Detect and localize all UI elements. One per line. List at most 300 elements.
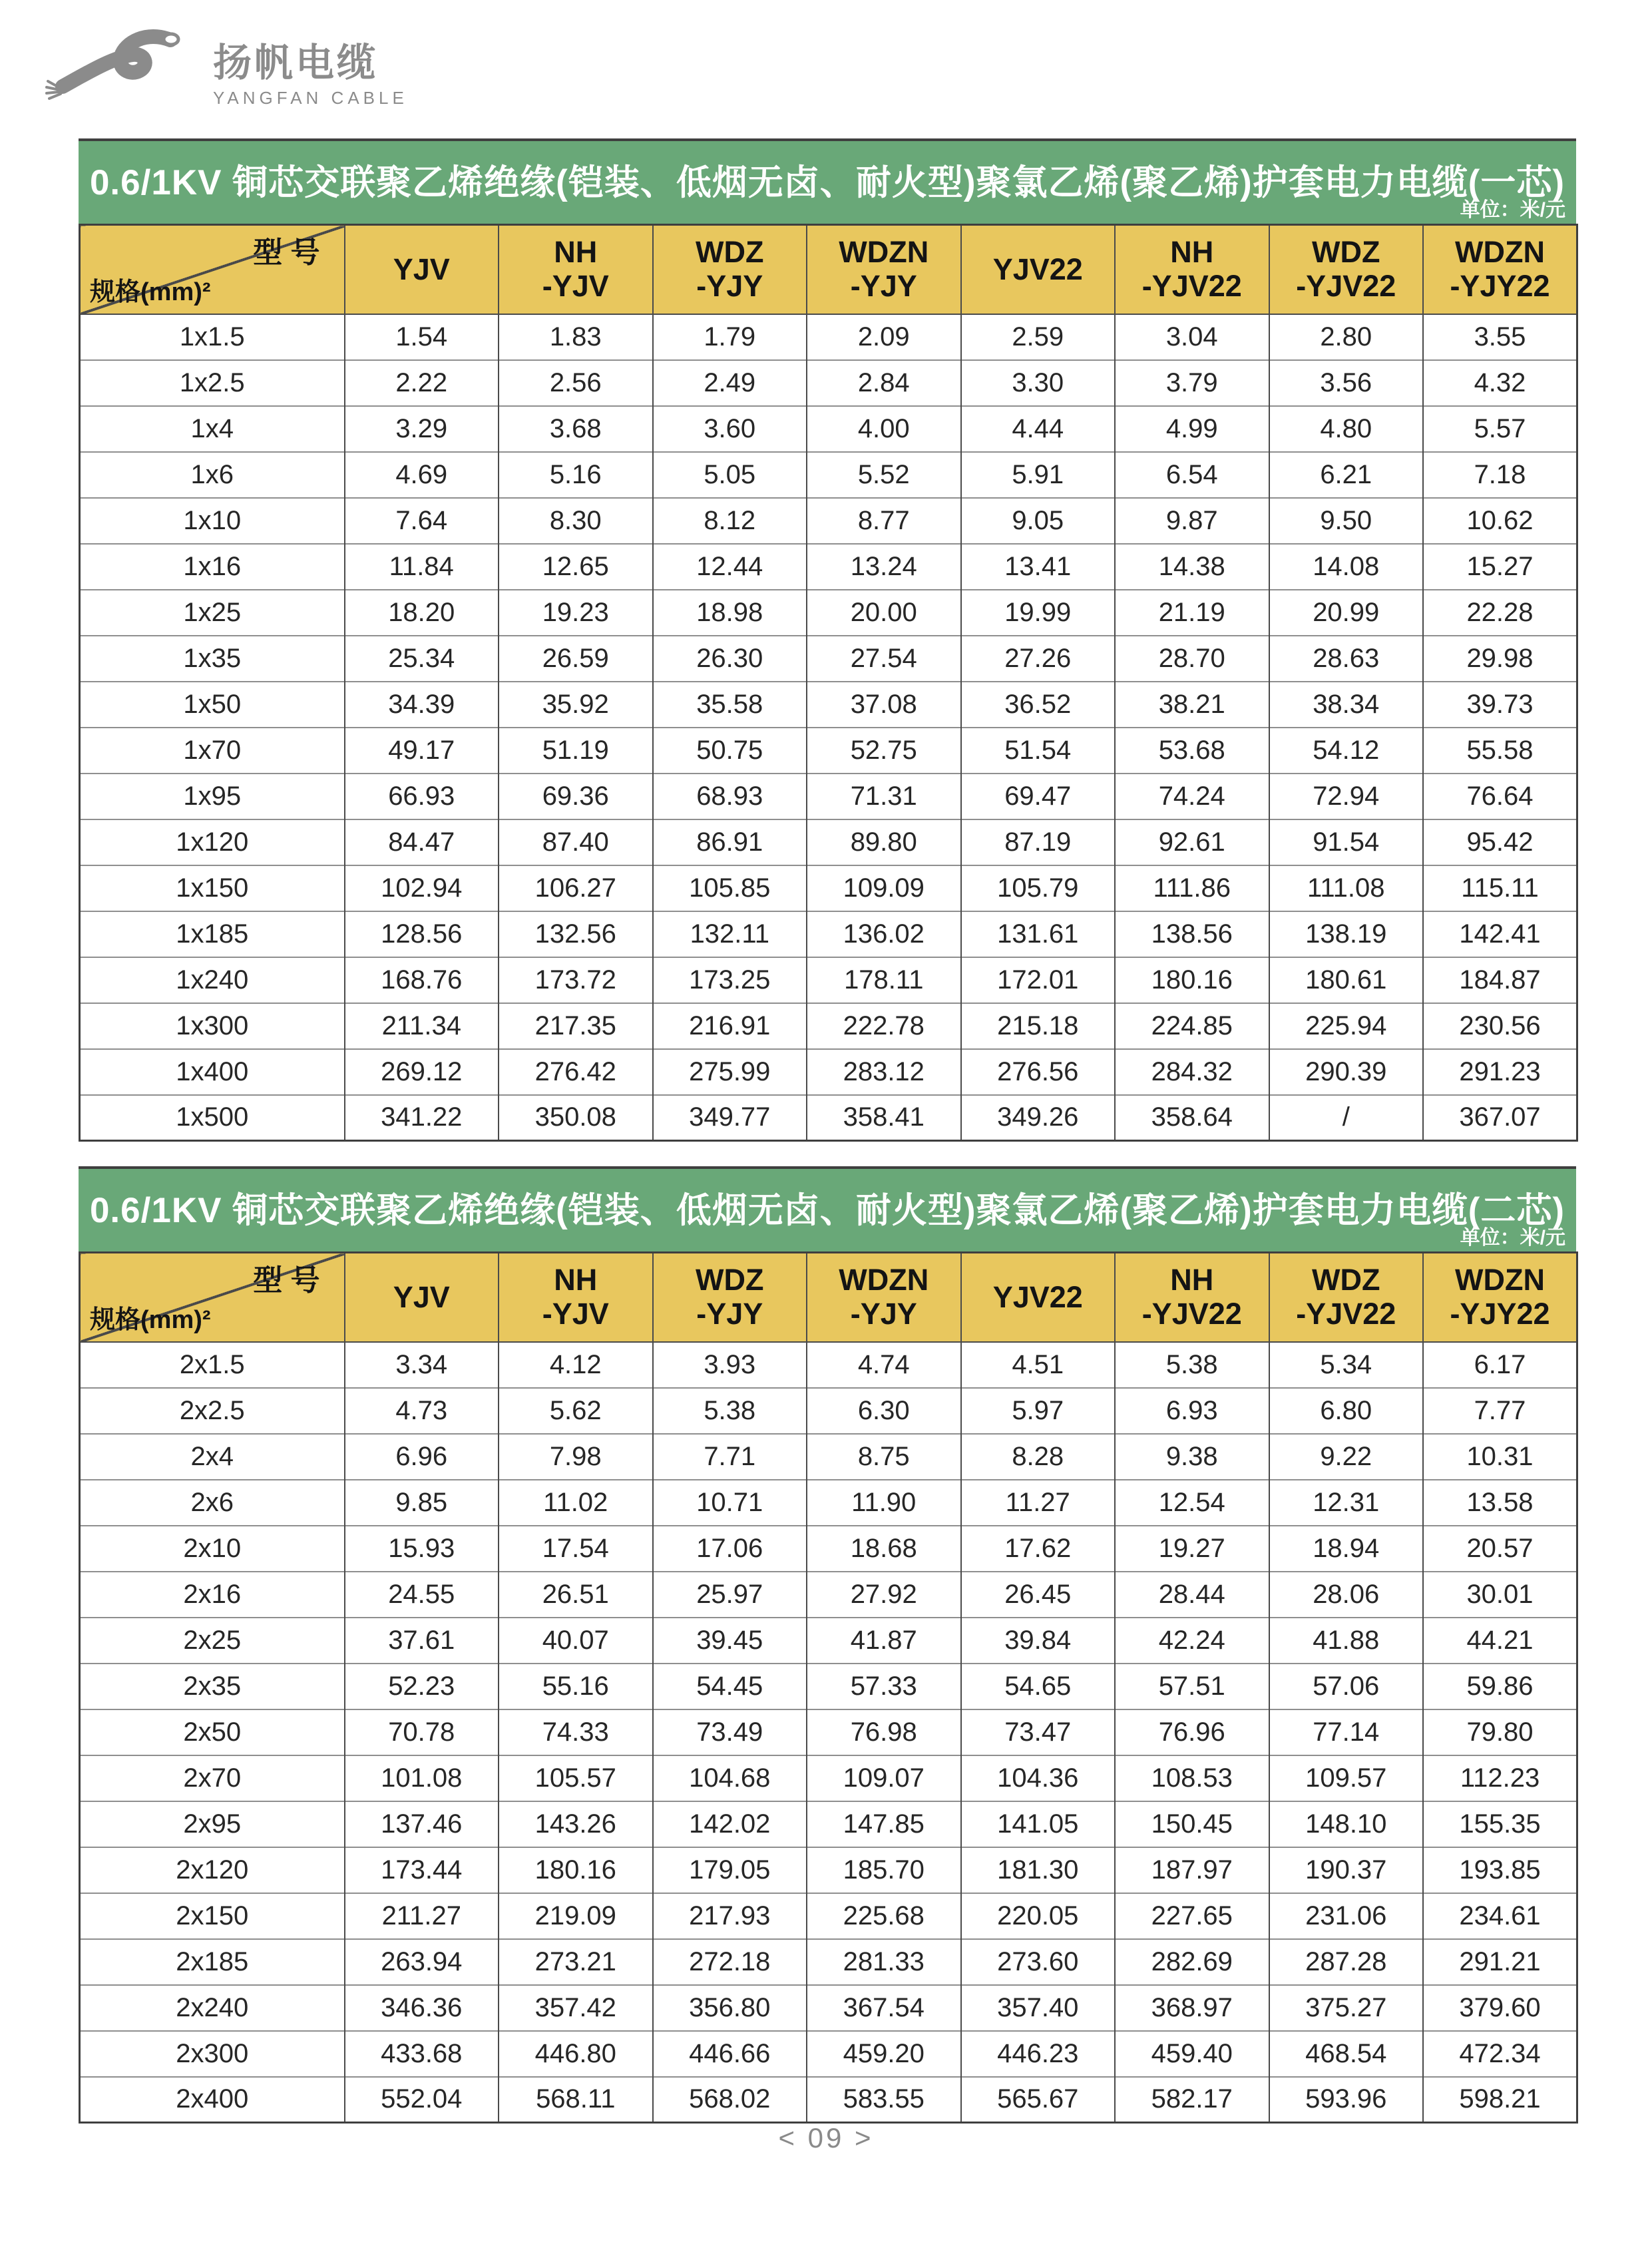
col-header-wdz-yjv22: WDZ -YJV22 [1269,1253,1424,1342]
price-cell: 104.36 [961,1755,1116,1801]
price-cell: 86.91 [653,819,807,865]
price-cell: 18.20 [345,590,499,636]
price-cell: 3.55 [1423,314,1577,360]
price-cell: 132.11 [653,911,807,957]
price-cell: 356.80 [653,1985,807,2031]
type-label: 型 号 [253,1264,320,1297]
spec-cell: 1x16 [80,544,345,590]
price-cell: 50.75 [653,728,807,774]
price-cell: 29.98 [1423,636,1577,682]
price-cell: 35.92 [499,682,653,728]
price-cell: 217.35 [499,1003,653,1049]
table-row [80,1049,1577,1095]
price-cell: 4.80 [1269,406,1424,452]
price-cell: 211.27 [345,1893,499,1939]
logo-name-cn: 扬帆电缆 [213,41,379,85]
price-cell: 3.29 [345,406,499,452]
price-cell: 287.28 [1269,1939,1424,1985]
price-cell: 3.79 [1115,360,1269,406]
spec-cell: 2x95 [80,1801,345,1847]
price-cell: 341.22 [345,1095,499,1141]
price-cell: 69.36 [499,774,653,819]
table-row [80,1755,1577,1801]
col-header-yjv: YJV [345,1253,499,1342]
price-cell: 11.27 [961,1480,1116,1526]
price-cell: 272.18 [653,1939,807,1985]
table-title: 0.6/1KV 铜芯交联聚乙烯绝缘(铠装、低烟无卤、耐火型)聚氯乙烯(聚乙烯)护套电力电缆(一芯) [89,163,1565,202]
price-cell: 53.68 [1115,728,1269,774]
price-cell: 21.19 [1115,590,1269,636]
price-cell: 76.98 [807,1709,961,1755]
price-cell: 211.34 [345,1003,499,1049]
price-cell: 142.02 [653,1801,807,1847]
price-cell: 109.07 [807,1755,961,1801]
price-cell: 3.68 [499,406,653,452]
price-cell: 231.06 [1269,1893,1424,1939]
price-cell: 2.84 [807,360,961,406]
table-row [80,544,1577,590]
price-cell: 4.99 [1115,406,1269,452]
price-cell: 10.62 [1423,498,1577,544]
price-cell: 190.37 [1269,1847,1424,1893]
price-cell: 8.30 [499,498,653,544]
type-label: 型 号 [253,236,320,269]
price-cell: 178.11 [807,957,961,1003]
price-cell: 225.68 [807,1893,961,1939]
price-cell: 8.12 [653,498,807,544]
price-cell: 5.57 [1423,406,1577,452]
price-cell: 137.46 [345,1801,499,1847]
price-cell: 105.79 [961,865,1116,911]
spec-cell: 1x25 [80,590,345,636]
spec-cell: 1x185 [80,911,345,957]
price-cell: 180.61 [1269,957,1424,1003]
price-cell: 349.77 [653,1095,807,1141]
spec-cell: 1x95 [80,774,345,819]
price-cell: 224.85 [1115,1003,1269,1049]
price-cell: 269.12 [345,1049,499,1095]
price-cell: 111.86 [1115,865,1269,911]
price-cell: 234.61 [1423,1893,1577,1939]
price-cell: 1.79 [653,314,807,360]
price-cell: 138.19 [1269,911,1424,957]
price-cell: 109.57 [1269,1755,1424,1801]
spec-cell: 1x2.5 [80,360,345,406]
spec-cell: 2x6 [80,1480,345,1526]
table-row [80,498,1577,544]
table-row [80,911,1577,957]
price-cell: 1.83 [499,314,653,360]
price-cell: 4.51 [961,1342,1116,1388]
price-cell: 155.35 [1423,1801,1577,1847]
price-cell: 368.97 [1115,1985,1269,2031]
price-cell: 20.57 [1423,1526,1577,1572]
price-cell: 9.85 [345,1480,499,1526]
price-cell: 2.80 [1269,314,1424,360]
price-cell: 54.45 [653,1664,807,1709]
price-cell: 291.23 [1423,1049,1577,1095]
price-cell: 136.02 [807,911,961,957]
price-cell: 2.09 [807,314,961,360]
price-cell: 66.93 [345,774,499,819]
price-cell: 20.00 [807,590,961,636]
price-cell: 89.80 [807,819,961,865]
spec-cell: 2x300 [80,2031,345,2077]
price-cell: 38.34 [1269,682,1424,728]
price-cell: 5.52 [807,452,961,498]
price-cell: 552.04 [345,2077,499,2123]
price-cell: 73.49 [653,1709,807,1755]
cable-logo-icon [40,25,200,111]
price-cell: 284.32 [1115,1049,1269,1095]
price-cell: 39.84 [961,1618,1116,1664]
price-cell: 111.08 [1269,865,1424,911]
price-cell: 3.34 [345,1342,499,1388]
table-row [80,774,1577,819]
price-cell: 3.60 [653,406,807,452]
price-cell: 128.56 [345,911,499,957]
price-cell: 10.31 [1423,1434,1577,1480]
spec-cell: 1x6 [80,452,345,498]
price-cell: 446.66 [653,2031,807,2077]
price-cell: 38.21 [1115,682,1269,728]
unit-label: 单位：米/元 [1460,1227,1565,1249]
spec-cell: 2x25 [80,1618,345,1664]
price-cell: 367.07 [1423,1095,1577,1141]
price-cell: 27.92 [807,1572,961,1618]
price-cell: 41.88 [1269,1618,1424,1664]
price-cell: 39.45 [653,1618,807,1664]
price-cell: 6.93 [1115,1388,1269,1434]
price-cell: 9.05 [961,498,1116,544]
price-cell: 9.22 [1269,1434,1424,1480]
price-cell: 142.41 [1423,911,1577,957]
col-header-nh-yjv: NH -YJV [499,225,653,314]
price-cell: 102.94 [345,865,499,911]
price-cell: 5.34 [1269,1342,1424,1388]
price-cell: 25.97 [653,1572,807,1618]
price-cell: 73.47 [961,1709,1116,1755]
price-cell: 17.62 [961,1526,1116,1572]
price-cell: 358.41 [807,1095,961,1141]
col-header-wdzn-yjy22: WDZN -YJY22 [1423,225,1577,314]
price-cell: 276.56 [961,1049,1116,1095]
price-cell: 4.44 [961,406,1116,452]
corner-header-cell [80,225,345,314]
price-cell: 216.91 [653,1003,807,1049]
price-cell: 6.30 [807,1388,961,1434]
spec-cell: 2x16 [80,1572,345,1618]
price-cell: 104.68 [653,1755,807,1801]
price-cell: 446.80 [499,2031,653,2077]
spec-cell: 2x400 [80,2077,345,2123]
spec-cell: 2x150 [80,1893,345,1939]
spec-cell: 1x300 [80,1003,345,1049]
col-header-yjv: YJV [345,225,499,314]
table-row [80,865,1577,911]
price-cell: 132.56 [499,911,653,957]
header-row [80,225,1577,314]
price-cell: 598.21 [1423,2077,1577,2123]
price-cell: 12.65 [499,544,653,590]
spec-cell: 1x500 [80,1095,345,1141]
price-cell: 49.17 [345,728,499,774]
price-cell: 55.16 [499,1664,653,1709]
price-cell: 273.60 [961,1939,1116,1985]
col-header-nh-yjv22: NH -YJV22 [1115,1253,1269,1342]
price-cell: 8.28 [961,1434,1116,1480]
price-cell: 105.57 [499,1755,653,1801]
price-cell: 9.50 [1269,498,1424,544]
table-row [80,1095,1577,1141]
price-cell: 281.33 [807,1939,961,1985]
header-row [80,1253,1577,1342]
spec-cell: 1x4 [80,406,345,452]
price-cell: 367.54 [807,1985,961,2031]
page-number: < 09 > [778,2122,874,2153]
price-cell: 180.16 [1115,957,1269,1003]
price-cell: 2.49 [653,360,807,406]
spec-label: 规格(mm)² [90,1305,211,1334]
spec-cell: 2x50 [80,1709,345,1755]
logo-name-en: YANGFAN CABLE [213,88,408,108]
price-cell: 568.11 [499,2077,653,2123]
price-cell: 6.96 [345,1434,499,1480]
price-cell: 15.93 [345,1526,499,1572]
price-table-two-core [79,1251,1578,2124]
price-cell: 27.26 [961,636,1116,682]
price-cell: 181.30 [961,1847,1116,1893]
spec-cell: 1x50 [80,682,345,728]
price-cell: 6.54 [1115,452,1269,498]
price-cell: 27.54 [807,636,961,682]
table-row [80,406,1577,452]
price-cell: 72.94 [1269,774,1424,819]
price-cell: 54.65 [961,1664,1116,1709]
spec-cell: 1x240 [80,957,345,1003]
price-cell: 20.99 [1269,590,1424,636]
col-header-wdzn-yjy: WDZN -YJY [807,1253,961,1342]
table-row [80,1618,1577,1664]
spec-label: 规格(mm)² [90,278,211,306]
price-cell: 26.51 [499,1572,653,1618]
price-cell: 3.93 [653,1342,807,1388]
price-cell: 150.45 [1115,1801,1269,1847]
price-cell: 52.75 [807,728,961,774]
price-cell: 173.44 [345,1847,499,1893]
table-row [80,1434,1577,1480]
table-title-bar [79,138,1576,224]
price-cell: 6.21 [1269,452,1424,498]
price-cell: 74.24 [1115,774,1269,819]
spec-cell: 1x150 [80,865,345,911]
unit-label: 单位：米/元 [1460,199,1565,221]
price-cell: 180.16 [499,1847,653,1893]
spec-cell: 2x35 [80,1664,345,1709]
price-cell: 275.99 [653,1049,807,1095]
price-cell: 28.70 [1115,636,1269,682]
price-cell: 582.17 [1115,2077,1269,2123]
price-cell: 357.42 [499,1985,653,2031]
price-cell: 5.38 [1115,1342,1269,1388]
spec-cell: 1x1.5 [80,314,345,360]
price-cell: 222.78 [807,1003,961,1049]
price-cell: 179.05 [653,1847,807,1893]
price-cell: 37.61 [345,1618,499,1664]
price-cell: 14.38 [1115,544,1269,590]
price-cell: 7.98 [499,1434,653,1480]
price-cell: 57.06 [1269,1664,1424,1709]
price-cell: 19.23 [499,590,653,636]
price-cell: 18.98 [653,590,807,636]
price-cell: 39.73 [1423,682,1577,728]
price-cell: 44.21 [1423,1618,1577,1664]
price-cell: 8.77 [807,498,961,544]
price-cell: 70.78 [345,1709,499,1755]
col-header-wdz-yjy: WDZ -YJY [653,1253,807,1342]
price-cell: 349.26 [961,1095,1116,1141]
price-cell: 7.64 [345,498,499,544]
price-cell: 54.12 [1269,728,1424,774]
price-cell: 193.85 [1423,1847,1577,1893]
corner-header-cell [80,1253,345,1342]
price-cell: 290.39 [1269,1049,1424,1095]
price-cell: 12.44 [653,544,807,590]
table-row [80,360,1577,406]
table-row [80,819,1577,865]
price-cell: 52.23 [345,1664,499,1709]
price-cell: 17.06 [653,1526,807,1572]
price-cell: 77.14 [1269,1709,1424,1755]
table-row [80,590,1577,636]
table-row [80,1003,1577,1049]
price-cell: 30.01 [1423,1572,1577,1618]
price-cell: 358.64 [1115,1095,1269,1141]
price-cell: 51.19 [499,728,653,774]
price-cell: 375.27 [1269,1985,1424,2031]
price-cell: 87.40 [499,819,653,865]
logo [40,25,408,111]
price-cell: 263.94 [345,1939,499,1985]
table-row [80,682,1577,728]
price-cell: 568.02 [653,2077,807,2123]
price-cell: 593.96 [1269,2077,1424,2123]
spec-cell: 2x120 [80,1847,345,1893]
spec-cell: 2x4 [80,1434,345,1480]
price-cell: 68.93 [653,774,807,819]
price-cell: 3.56 [1269,360,1424,406]
price-cell: 3.04 [1115,314,1269,360]
price-cell: 35.58 [653,682,807,728]
price-cell: 19.99 [961,590,1116,636]
price-cell: 14.08 [1269,544,1424,590]
spec-cell: 1x10 [80,498,345,544]
price-cell: 11.90 [807,1480,961,1526]
price-cell: 2.59 [961,314,1116,360]
table-row [80,1709,1577,1755]
price-cell: 5.62 [499,1388,653,1434]
col-header-yjv22: YJV22 [961,225,1116,314]
price-cell: 59.86 [1423,1664,1577,1709]
price-cell: 105.85 [653,865,807,911]
price-cell: 76.96 [1115,1709,1269,1755]
price-cell: 187.97 [1115,1847,1269,1893]
spec-cell: 1x400 [80,1049,345,1095]
price-cell: 11.84 [345,544,499,590]
price-cell: 25.34 [345,636,499,682]
price-cell: 147.85 [807,1801,961,1847]
price-cell: 141.05 [961,1801,1116,1847]
price-cell: 112.23 [1423,1755,1577,1801]
price-cell: 24.55 [345,1572,499,1618]
price-cell: / [1269,1095,1424,1141]
price-cell: 9.87 [1115,498,1269,544]
price-cell: 583.55 [807,2077,961,2123]
price-cell: 446.23 [961,2031,1116,2077]
price-cell: 36.52 [961,682,1116,728]
price-cell: 459.40 [1115,2031,1269,2077]
price-cell: 12.54 [1115,1480,1269,1526]
col-header-wdz-yjv22: WDZ -YJV22 [1269,225,1424,314]
price-cell: 184.87 [1423,957,1577,1003]
price-cell: 5.05 [653,452,807,498]
price-cell: 7.18 [1423,452,1577,498]
price-cell: 76.64 [1423,774,1577,819]
logo-text [213,41,408,111]
price-cell: 57.51 [1115,1664,1269,1709]
table-row [80,2077,1577,2123]
price-cell: 4.00 [807,406,961,452]
price-cell: 13.41 [961,544,1116,590]
price-cell: 472.34 [1423,2031,1577,2077]
price-cell: 26.59 [499,636,653,682]
price-cell: 2.56 [499,360,653,406]
price-cell: 11.02 [499,1480,653,1526]
price-cell: 138.56 [1115,911,1269,957]
spec-cell: 1x35 [80,636,345,682]
price-cell: 10.71 [653,1480,807,1526]
price-cell: 108.53 [1115,1755,1269,1801]
price-cell: 6.17 [1423,1342,1577,1388]
spec-cell: 2x240 [80,1985,345,2031]
spec-cell: 2x10 [80,1526,345,1572]
col-header-yjv22: YJV22 [961,1253,1116,1342]
spec-cell: 2x70 [80,1755,345,1801]
price-cell: 57.33 [807,1664,961,1709]
table-row [80,2031,1577,2077]
table-row [80,452,1577,498]
table-row [80,1480,1577,1526]
price-cell: 13.58 [1423,1480,1577,1526]
price-cell: 12.31 [1269,1480,1424,1526]
price-cell: 185.70 [807,1847,961,1893]
price-cell: 69.47 [961,774,1116,819]
price-cell: 283.12 [807,1049,961,1095]
spec-cell: 1x120 [80,819,345,865]
col-header-nh-yjv22: NH -YJV22 [1115,225,1269,314]
price-cell: 19.27 [1115,1526,1269,1572]
price-cell: 565.67 [961,2077,1116,2123]
price-cell: 37.08 [807,682,961,728]
price-cell: 7.71 [653,1434,807,1480]
price-cell: 28.06 [1269,1572,1424,1618]
table-row [80,1847,1577,1893]
price-cell: 87.19 [961,819,1116,865]
price-cell: 91.54 [1269,819,1424,865]
price-cell: 6.80 [1269,1388,1424,1434]
price-cell: 148.10 [1269,1801,1424,1847]
table-row [80,1572,1577,1618]
